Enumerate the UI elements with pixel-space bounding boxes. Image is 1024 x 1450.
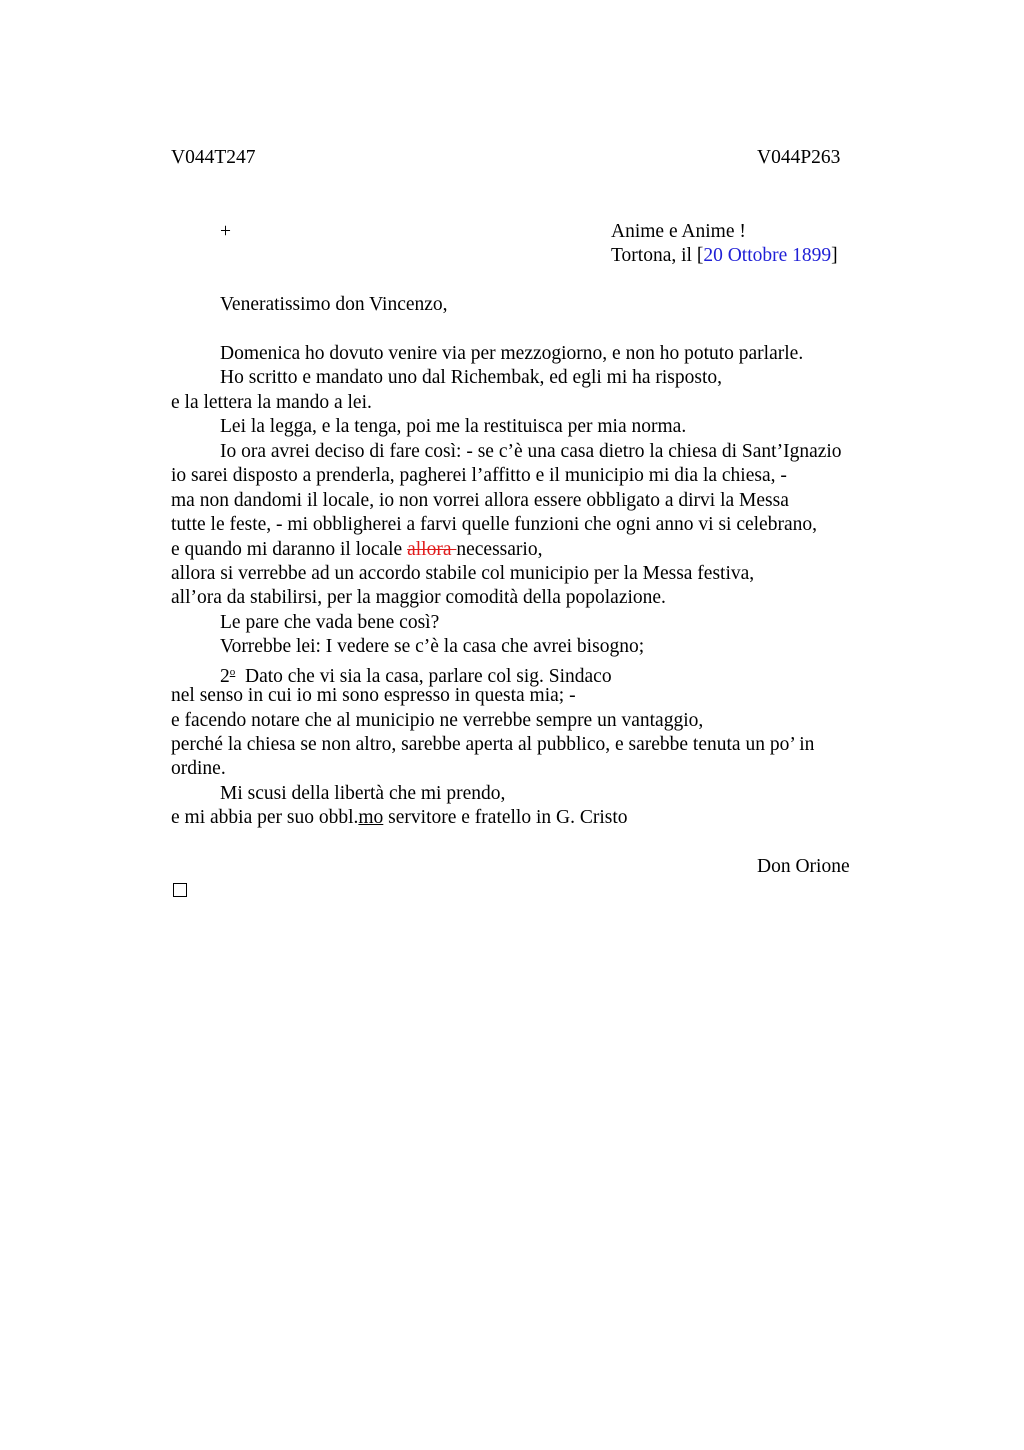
place-prefix: Tortona, il [ <box>611 245 704 266</box>
motto: Anime e Anime ! <box>611 221 746 242</box>
body-line: Io ora avrei deciso di fare così: - se c’è una casa dietro la chiesa di Sant’Ignazio <box>220 440 842 462</box>
body-text-segment: e quando mi daranno il locale <box>171 538 408 560</box>
list-number: 2 <box>220 665 230 687</box>
body-line: Mi scusi della libertà che mi prendo, <box>220 782 506 804</box>
deleted-word: allora <box>407 538 457 560</box>
page-code-left: V044T247 <box>171 147 256 168</box>
body-line: allora si verrebbe ad un accordo stabile col municipio per la Messa festiva, <box>171 562 755 584</box>
body-line: Vorrebbe lei: I vedere se c’è la casa che avrei bisogno; <box>220 636 645 658</box>
body-text-segment: servitore e fratello in G. Cristo <box>383 807 628 829</box>
letter-date: 20 Ottobre 1899 <box>703 245 832 266</box>
body-line: all’ora da stabilirsi, per la maggior comodità della popolazione. <box>171 587 666 609</box>
salutation: Veneratissimo don Vincenzo, <box>220 294 448 315</box>
body-line: Domenica ho dovuto venire via per mezzogiorno, e non ho potuto parlarle. <box>220 343 804 364</box>
body-line: io sarei disposto a prenderla, pagherei l’affitto e il municipio mi dia la chiesa, - <box>171 465 787 487</box>
body-text-segment: necessario, <box>456 538 543 560</box>
body-line: nel senso in cui io mi sono espresso in questa mia; - <box>171 685 576 707</box>
date-suffix: ] <box>831 245 838 266</box>
ordinal-superscript: o <box>229 665 236 678</box>
cross-symbol: + <box>220 221 231 242</box>
underlined-abbreviation: mo <box>358 807 384 829</box>
body-line: Ho scritto e mandato uno dal Richembak, ed egli mi ha risposto, <box>220 367 723 389</box>
body-text-segment: Dato che vi sia la casa, parlare col sig. Sindaco <box>235 665 612 687</box>
body-line: tutte le feste, - mi obbligherei a farvi quelle funzioni che ogni anno vi si celebrano, <box>171 514 817 536</box>
body-line: ordine. <box>171 758 226 780</box>
body-line: perché la chiesa se non altro, sarebbe aperta al pubblico, e sarebbe tenuta un po’ in <box>171 734 815 755</box>
body-line: Le pare che vada bene così? <box>220 611 440 633</box>
body-line <box>171 538 891 562</box>
square-icon <box>173 883 187 897</box>
signature: Don Orione <box>757 856 850 877</box>
body-line <box>171 806 891 830</box>
page-code-right: V044P263 <box>757 147 841 168</box>
body-line: Lei la legga, e la tenga, poi me la restituisca per mia norma. <box>220 416 687 438</box>
dateline <box>611 244 838 268</box>
body-text-segment: e mi abbia per suo obbl. <box>171 807 359 829</box>
body-line: ma non dandomi il locale, io non vorrei allora essere obbligato a dirvi la Messa <box>171 489 789 511</box>
body-line: e facendo notare che al municipio ne verrebbe sempre un vantaggio, <box>171 709 704 731</box>
letter-body <box>171 342 891 831</box>
body-line <box>171 660 891 687</box>
body-line: e la lettera la mando a lei. <box>171 391 372 413</box>
